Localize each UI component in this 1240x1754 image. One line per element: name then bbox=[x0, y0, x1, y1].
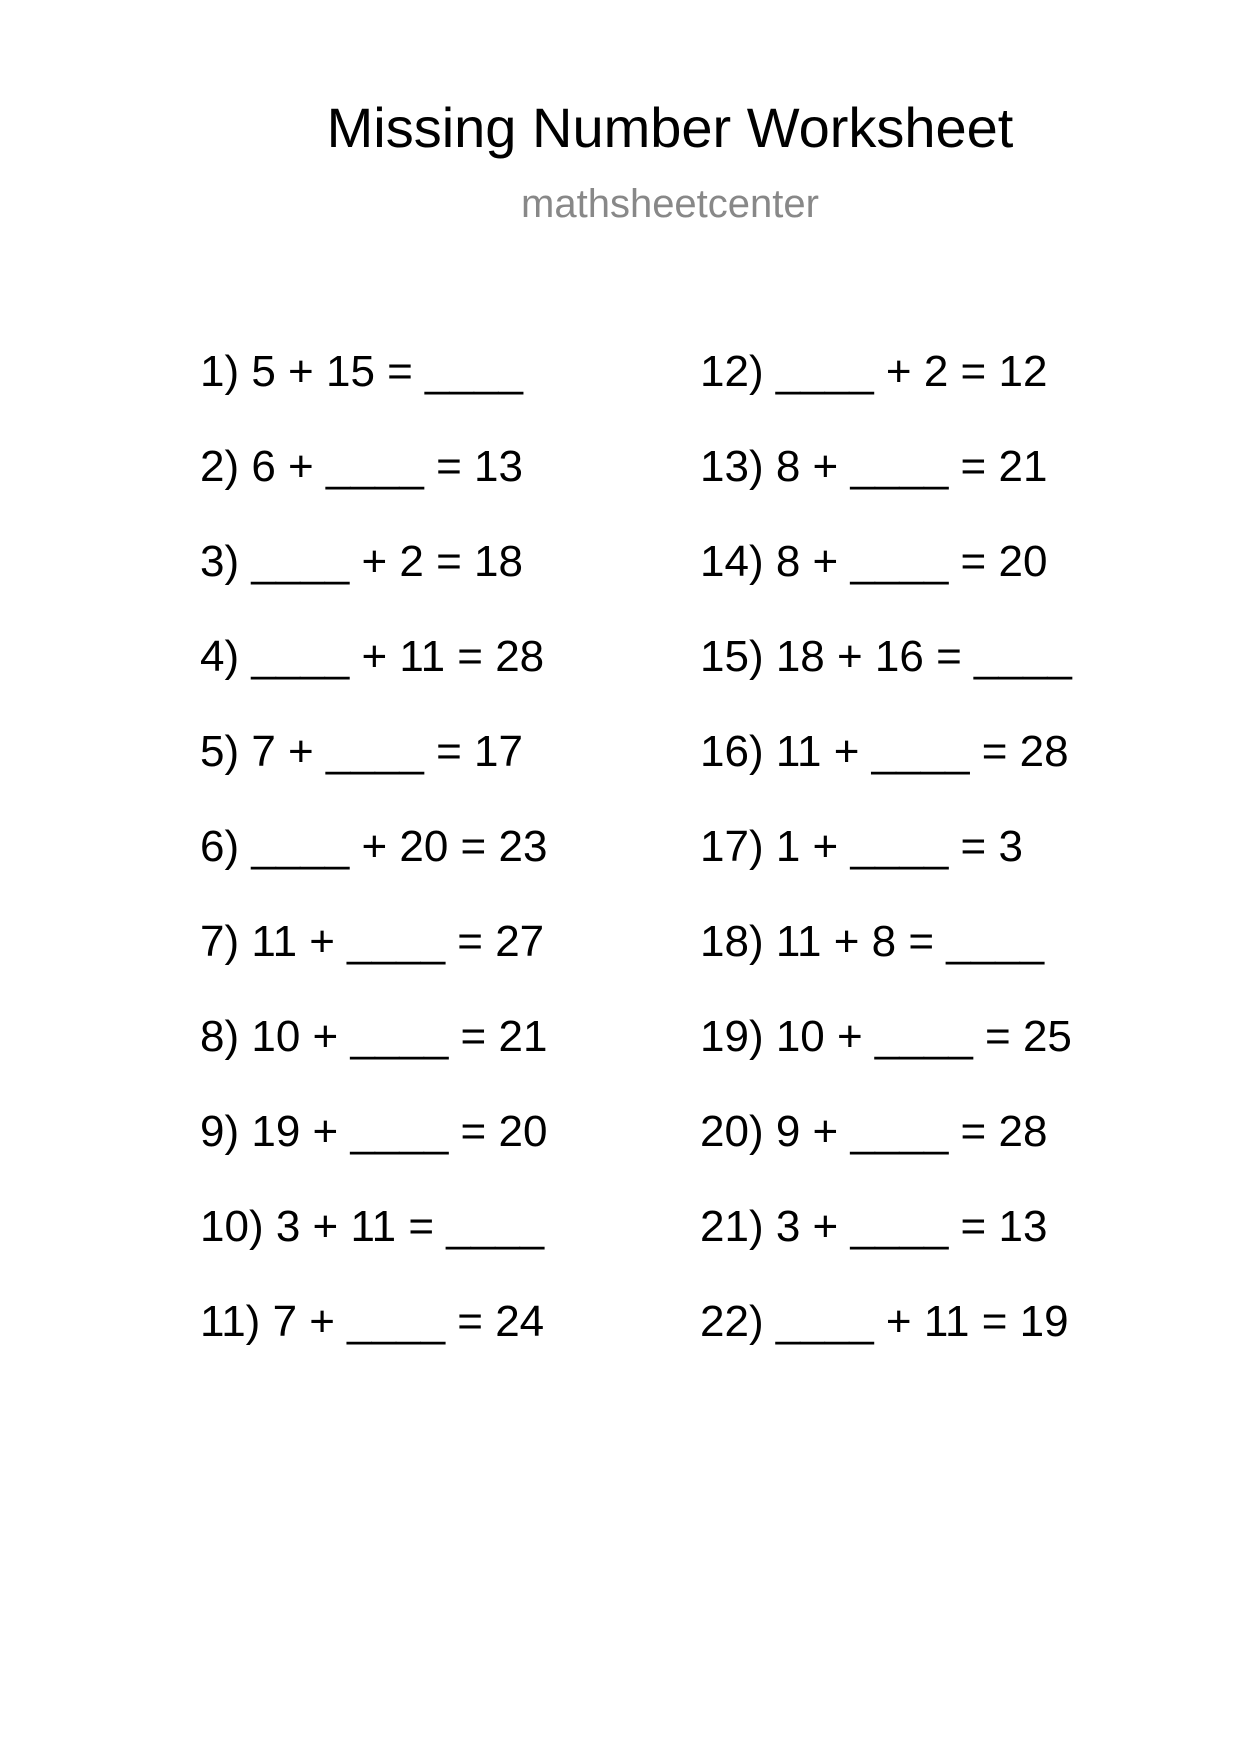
problem-number: 13) bbox=[700, 442, 764, 491]
problem-item bbox=[200, 916, 547, 1011]
problem-item bbox=[200, 821, 547, 916]
problem-item bbox=[200, 631, 547, 726]
problem-number: 3) bbox=[200, 537, 240, 586]
problem-number: 2) bbox=[200, 442, 240, 491]
problem-item bbox=[700, 1011, 1072, 1106]
problem-number: 18) bbox=[700, 917, 764, 966]
problem-number: 19) bbox=[700, 1012, 764, 1061]
problem-equation: 7 + ____ = 24 bbox=[272, 1297, 545, 1346]
problem-number: 20) bbox=[700, 1107, 764, 1156]
problem-equation: 9 + ____ = 28 bbox=[775, 1107, 1048, 1156]
problem-equation: 11 + ____ = 28 bbox=[775, 727, 1069, 776]
problem-number: 16) bbox=[700, 727, 764, 776]
problem-equation: 19 + ____ = 20 bbox=[251, 1107, 548, 1156]
problems-right-column bbox=[700, 346, 1072, 1391]
problem-item bbox=[700, 441, 1072, 536]
problem-number: 1) bbox=[200, 347, 240, 396]
problem-equation: 11 + 8 = ____ bbox=[775, 917, 1045, 966]
problem-equation: 10 + ____ = 25 bbox=[775, 1012, 1072, 1061]
problem-item bbox=[700, 821, 1072, 916]
problem-number: 17) bbox=[700, 822, 764, 871]
problem-equation: 18 + 16 = ____ bbox=[775, 632, 1072, 681]
problem-equation: 1 + ____ = 3 bbox=[775, 822, 1023, 871]
problem-item bbox=[700, 726, 1072, 821]
problem-item bbox=[700, 1201, 1072, 1296]
problem-item bbox=[200, 1201, 547, 1296]
problem-equation: ____ + 11 = 19 bbox=[775, 1297, 1069, 1346]
problem-number: 22) bbox=[700, 1297, 764, 1346]
page-title: Missing Number Worksheet bbox=[326, 96, 1014, 159]
problem-number: 5) bbox=[200, 727, 240, 776]
problem-number: 9) bbox=[200, 1107, 240, 1156]
problem-item bbox=[700, 631, 1072, 726]
problem-number: 12) bbox=[700, 347, 764, 396]
problem-equation: ____ + 11 = 28 bbox=[251, 632, 545, 681]
problem-item bbox=[200, 1296, 547, 1391]
problem-number: 6) bbox=[200, 822, 240, 871]
problem-number: 8) bbox=[200, 1012, 240, 1061]
problem-equation: 3 + 11 = ____ bbox=[275, 1202, 545, 1251]
problem-equation: ____ + 20 = 23 bbox=[251, 822, 548, 871]
problem-equation: 6 + ____ = 13 bbox=[251, 442, 523, 491]
problem-item bbox=[700, 1106, 1072, 1201]
problem-equation: 8 + ____ = 21 bbox=[775, 442, 1048, 491]
problem-number: 4) bbox=[200, 632, 240, 681]
problem-item bbox=[200, 726, 547, 821]
problem-equation: ____ + 2 = 18 bbox=[251, 537, 523, 586]
problem-number: 11) bbox=[200, 1297, 261, 1346]
problem-number: 7) bbox=[200, 917, 240, 966]
problem-number: 14) bbox=[700, 537, 764, 586]
problem-item bbox=[700, 536, 1072, 631]
problem-item bbox=[200, 346, 547, 441]
page-subtitle: mathsheetcenter bbox=[521, 182, 819, 226]
problems-left-column bbox=[200, 346, 547, 1391]
problem-item bbox=[700, 1296, 1072, 1391]
problem-item bbox=[200, 1011, 547, 1106]
problem-item bbox=[200, 1106, 547, 1201]
problem-item bbox=[200, 441, 547, 536]
problem-item bbox=[700, 346, 1072, 441]
problem-equation: 10 + ____ = 21 bbox=[251, 1012, 548, 1061]
problem-equation: ____ + 2 = 12 bbox=[775, 347, 1048, 396]
problem-item bbox=[700, 916, 1072, 1011]
problem-equation: 5 + 15 = ____ bbox=[251, 347, 523, 396]
problem-number: 15) bbox=[700, 632, 764, 681]
problem-equation: 8 + ____ = 20 bbox=[775, 537, 1048, 586]
problem-equation: 11 + ____ = 27 bbox=[251, 917, 545, 966]
problem-equation: 7 + ____ = 17 bbox=[251, 727, 523, 776]
problem-number: 10) bbox=[200, 1202, 264, 1251]
problem-item bbox=[200, 536, 547, 631]
problem-equation: 3 + ____ = 13 bbox=[775, 1202, 1048, 1251]
problem-number: 21) bbox=[700, 1202, 764, 1251]
